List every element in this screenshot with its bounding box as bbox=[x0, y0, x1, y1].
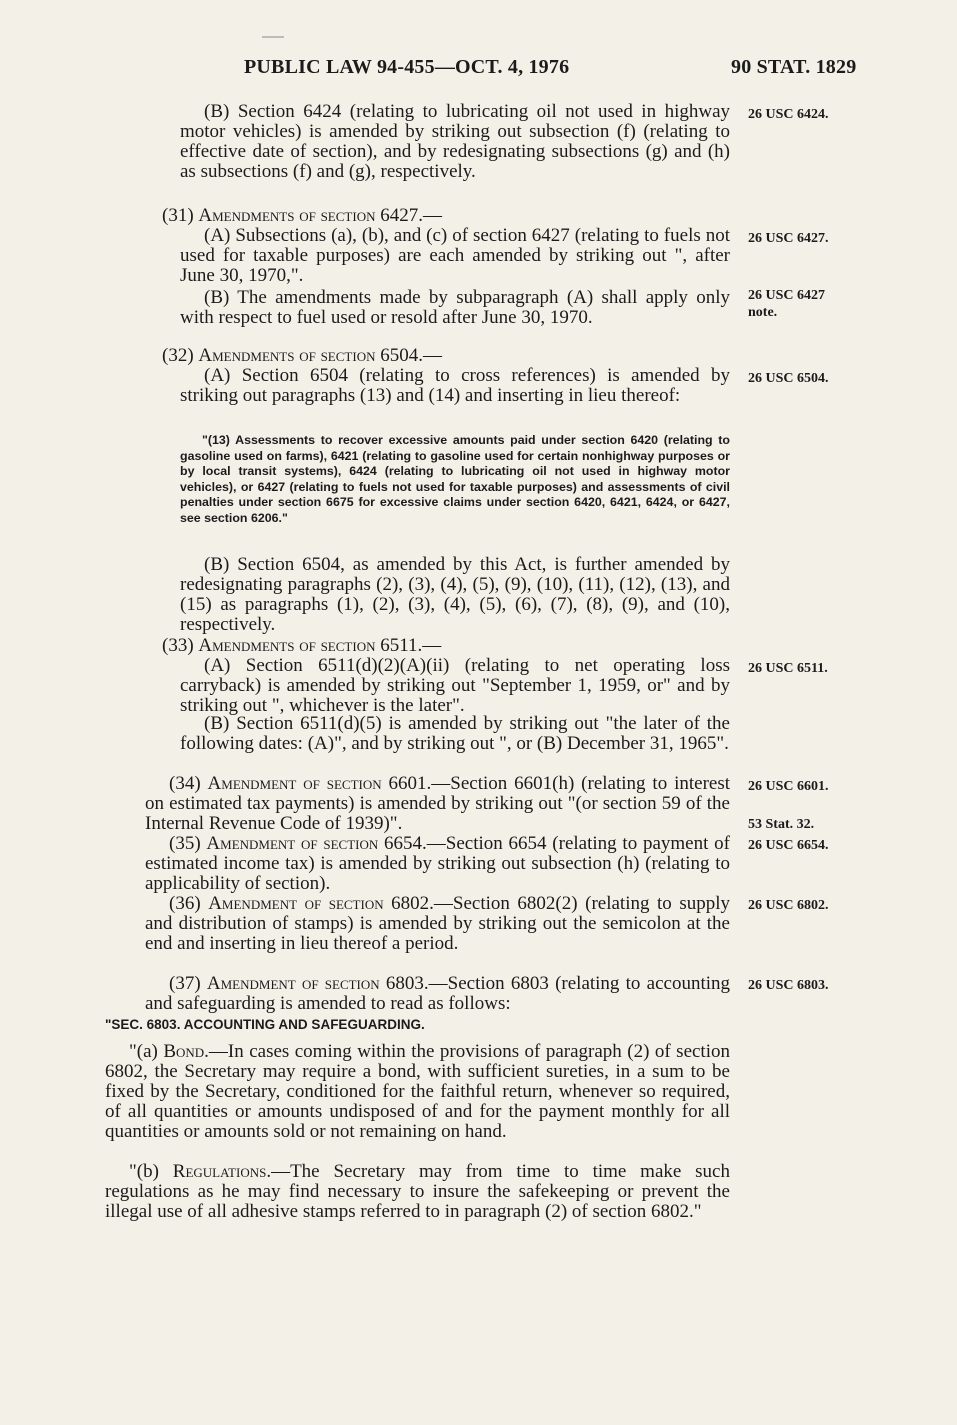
para-32-b: (B) Section 6504, as amended by this Act, is further amended by redesignating paragraphs (2), (3), (4), (5), (9), (10), (11), (12), (13), and (15) as paragraphs (1), (2), (3), (4), (5), (6), (7), (8), (9), and (10), respectively. bbox=[180, 554, 730, 635]
margin-note-53-stat: 53 Stat. 32. bbox=[748, 817, 815, 832]
para-title: Amendment of section 6654. bbox=[206, 833, 427, 854]
margin-note-6424: 26 USC 6424. bbox=[748, 107, 829, 122]
margin-note-6654: 26 USC 6654. bbox=[748, 838, 829, 853]
para-34: (34) Amendment of section 6601.—Section 6601(h) (relating to interest on estimated tax payments) is amended by striking out "(or section 59 of the Internal Revenue Code of 1939)". bbox=[145, 773, 731, 834]
heading-title: Amendments of section 6427.— bbox=[198, 205, 442, 226]
quoted-paragraph-13: "(13) Assessments to recover excessive amounts paid under section 6420 (relating to gasoline used on farms), 6421 (relating to gasoline used for certain nonhighway purposes or by local transit systems), 6424 (relating to lubricating oil not used in highway motor vehicles), or 6427 (relating to fuels not used for taxable purposes) and assessments of civil penalties under section 6675 for excessive claims under section 6420, 6421, 6424, or 6427, see section 6206." bbox=[180, 433, 730, 525]
para-31-b: (B) The amendments made by subparagraph (A) shall apply only with respect to fuel used or resold after June 30, 1970. bbox=[180, 287, 730, 328]
subsection-a-bond: "(a) Bond.—In cases coming within the provisions of paragraph (2) of section 6802, the Secretary may require a bond, with sufficient sureties, in a sum to be fixed by the Secretary, conditioned for the faithful return, whenever so required, of all quantities or amounts undisposed of and for the payment monthly for all quantities or amounts sold or not remaining on hand. bbox=[105, 1041, 730, 1142]
para-36: (36) Amendment of section 6802.—Section 6802(2) (relating to supply and distribution of stamps) is amended by striking out the semicolon at the end and inserting in lieu thereof a period. bbox=[145, 893, 731, 954]
para-37: (37) Amendment of section 6803.—Section 6803 (relating to accounting and safeguarding is amended to read as follows: bbox=[145, 973, 731, 1014]
para-title: Amendment of section 6601. bbox=[207, 773, 432, 794]
stat-page-number: 90 STAT. 1829 bbox=[731, 56, 857, 78]
para-title: Amendment of section 6803. bbox=[206, 973, 429, 994]
heading-32 bbox=[162, 346, 442, 366]
subsection-b-regulations: "(b) Regulations.—The Secretary may from time to time make such regulations as he may find necessary to insure the safekeeping or prevent the illegal use of all adhesive stamps referred to in paragraph (2) of section 6802." bbox=[105, 1161, 730, 1222]
margin-note-6601: 26 USC 6601. bbox=[748, 779, 829, 794]
heading-title: Amendments of section 6511.— bbox=[198, 635, 442, 656]
para-33-a: (A) Section 6511(d)(2)(A)(ii) (relating to net operating loss carryback) is amended by striking out "September 1, 1959, or" and by striking out ", whichever is the later". bbox=[180, 655, 730, 716]
heading-title: Amendments of section 6504.— bbox=[198, 345, 442, 366]
para-32-a: (A) Section 6504 (relating to cross references) is amended by striking out paragraphs (13) and (14) and inserting in lieu thereof: bbox=[180, 365, 730, 406]
heading-31 bbox=[162, 206, 442, 226]
subsection-title: Bond. bbox=[163, 1041, 209, 1062]
margin-note-6427-note: 26 USC 6427 note. bbox=[748, 288, 826, 320]
para-30-b: (B) Section 6424 (relating to lubricating oil not used in highway motor vehicles) is amended by striking out subsection (f) (relating to effective date of section), and by redesignating subsections (g) and (h) as subsections (f) and (g), respectively. bbox=[180, 101, 730, 182]
margin-note-6504: 26 USC 6504. bbox=[748, 371, 829, 386]
heading-number: (33) bbox=[162, 635, 194, 656]
para-33-b: (B) Section 6511(d)(5) is amended by striking out "the later of the following dates: (A)", and by striking out ", or (B) December 31, 1965". bbox=[180, 713, 730, 754]
para-31-a: (A) Subsections (a), (b), and (c) of section 6427 (relating to fuels not used for taxable purposes) are each amended by striking out ", after June 30, 1970,". bbox=[180, 225, 730, 286]
para-title: Amendment of section 6802. bbox=[208, 893, 434, 914]
heading-number: (32) bbox=[162, 345, 194, 366]
margin-note-6427: 26 USC 6427. bbox=[748, 231, 829, 246]
heading-33 bbox=[162, 636, 441, 656]
print-smudge bbox=[262, 36, 284, 38]
margin-note-6511: 26 USC 6511. bbox=[748, 661, 828, 676]
margin-note-6803: 26 USC 6803. bbox=[748, 978, 829, 993]
para-35: (35) Amendment of section 6654.—Section 6654 (relating to payment of estimated income tax) is amended by striking out subsection (h) (relating to applicability of section). bbox=[145, 833, 730, 894]
margin-note-6802: 26 USC 6802. bbox=[748, 898, 829, 913]
section-6803-heading: "SEC. 6803. ACCOUNTING AND SAFEGUARDING. bbox=[105, 1017, 425, 1032]
heading-number: (31) bbox=[162, 205, 194, 226]
running-header: PUBLIC LAW 94-455—OCT. 4, 1976 bbox=[244, 56, 570, 78]
subsection-title: Regulations. bbox=[172, 1161, 272, 1182]
